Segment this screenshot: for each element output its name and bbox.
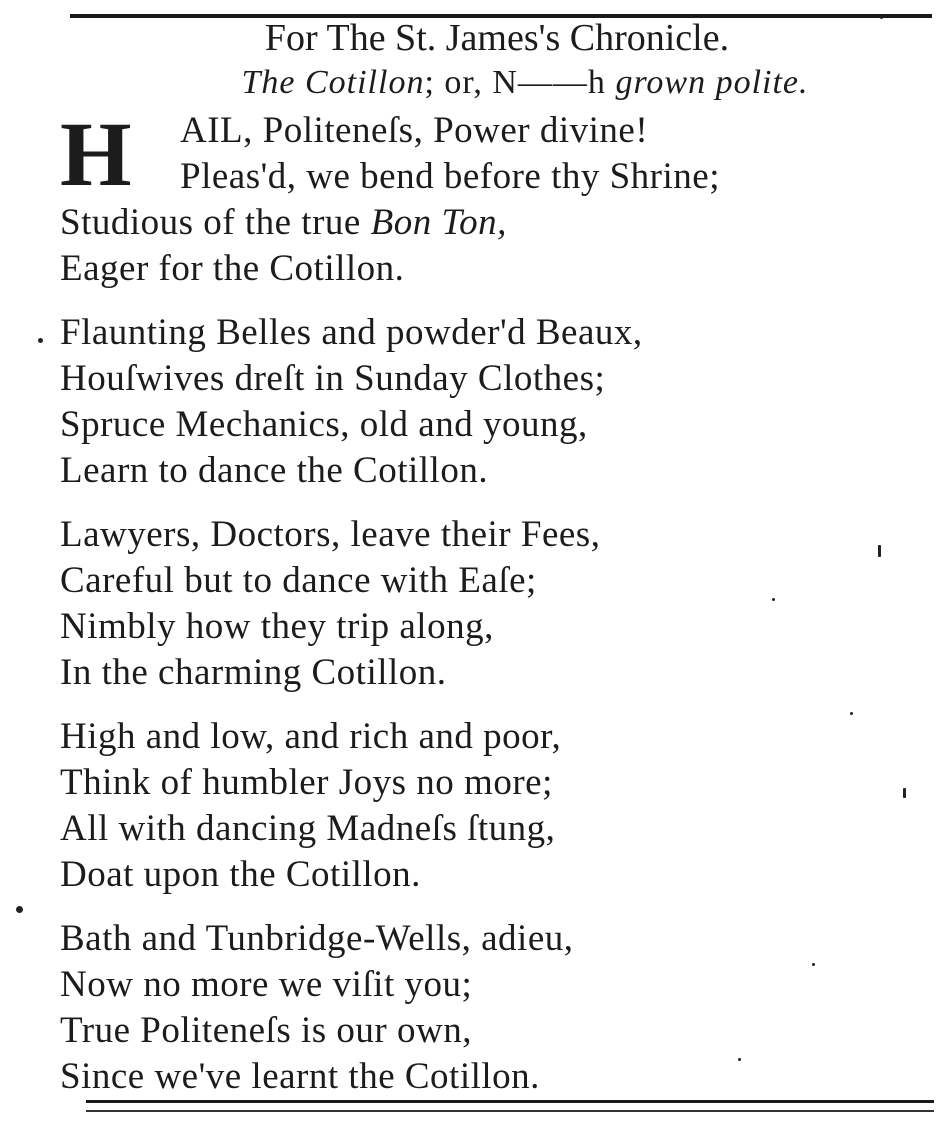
poem-line: Learn to dance the Cotillon. (60, 450, 489, 491)
drop-cap: H (60, 103, 132, 205)
ink-speck (738, 1058, 741, 1061)
ink-speck (903, 788, 906, 798)
poem-line: Pleas'd, we bend before thy Shrine; (180, 156, 720, 197)
newspaper-heading: For The St. James's Chronicle. (264, 17, 730, 59)
poem-line: Spruce Mechanics, old and young, (60, 404, 588, 445)
poem-line: Since we've learnt the Cotillon. (60, 1056, 540, 1097)
poem-title (50, 64, 950, 102)
bon-ton-italic: Bon Ton, (370, 202, 507, 243)
poem-title-main: The Cotillon (241, 64, 425, 101)
stanza-3 (60, 512, 940, 696)
poem-body (60, 103, 940, 1100)
poem-line: Doat upon the Cotillon. (60, 854, 421, 895)
poem-line: True Politeneſs is our own, (60, 1010, 472, 1051)
bottom-rule-thin (86, 1110, 934, 1112)
ink-speck (812, 963, 815, 966)
poem-line: High and low, and rich and poor, (60, 716, 562, 757)
poem-line: Nimbly how they trip along, (60, 606, 494, 647)
poem-line: Eager for the Cotillon. (60, 248, 405, 289)
poem-line: Now no more we viſit you; (60, 964, 473, 1005)
poem-line: Bath and Tunbridge-Wells, adieu, (60, 918, 574, 959)
ink-speck (880, 16, 883, 19)
ink-speck (878, 545, 881, 557)
poem-line: Houſwives dreſt in Sunday Clothes; (60, 358, 606, 399)
poem-line: AIL, Politeneſs, Power divine! (180, 110, 649, 151)
stanza-2 (60, 310, 940, 494)
poem-line: In the charming Cotillon. (60, 652, 447, 693)
ink-speck (38, 338, 43, 343)
poem-title-end: grown polite. (605, 64, 809, 101)
poem-line: Lawyers, Doctors, leave their Fees, (60, 514, 601, 555)
ink-speck (772, 598, 775, 601)
ink-speck (850, 712, 853, 715)
ink-speck (16, 906, 23, 913)
poem-line: Think of humbler Joys no more; (60, 762, 553, 803)
stanza-5 (60, 916, 940, 1100)
bottom-rule (86, 1100, 934, 1103)
poem-title-or: ; or, (424, 64, 493, 101)
poem-line: Careful but to dance with Eaſe; (60, 560, 537, 601)
poem-title-place: N——h (492, 64, 606, 101)
poem-line (60, 200, 507, 246)
stanza-1 (60, 103, 940, 292)
poem-line: Flaunting Belles and powder'd Beaux, (60, 312, 643, 353)
poem-line-part: Studious of the true (60, 202, 371, 243)
stanza-4 (60, 714, 940, 898)
poem-line: All with dancing Madneſs ſtung, (60, 808, 556, 849)
